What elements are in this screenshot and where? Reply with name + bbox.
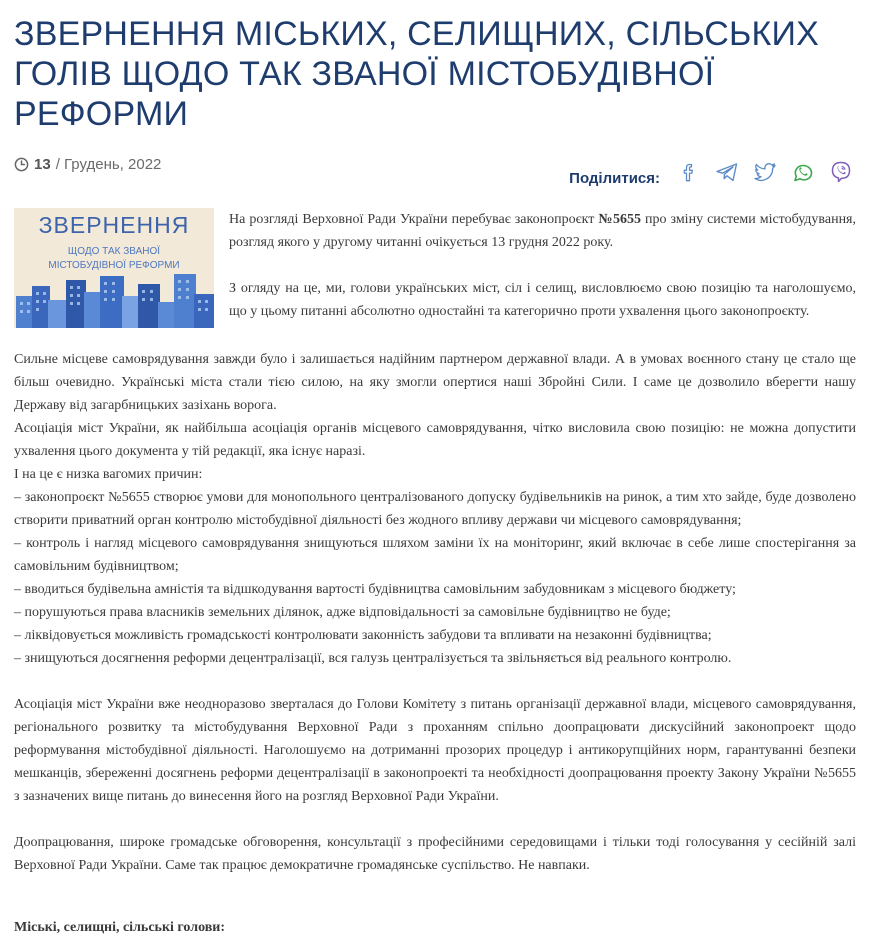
hero-subtitle-line-2: МІСТОБУДІВНОЇ РЕФОРМИ — [48, 260, 180, 271]
article-title: ЗВЕРНЕННЯ МІСЬКИХ, СЕЛИЩНИХ, СІЛЬСЬКИХ ГОЛІВ ЩОДО ТАК ЗВАНОЇ МІСТОБУДІВНОЇ РЕФОРМИ — [14, 15, 820, 133]
reason-item: – знищуються досягнення реформи децентралізації, вся галузь централізується та звільняється від реального контролю. — [14, 651, 732, 666]
paragraph-committee-appeal: Асоціація міст України вже неодноразово зверталася до Голови Комітету з питань організації державної влади, місцевого самоврядування, регіонального розвитку та містобудування Верховної Ради з проханням спільно доопрацювати дискусійний законопроект щодо реформування містобудівної діяльності. Наголошуємо на дотриманні прозорих процедур і антикорупційних норм, гарантуванні безпеки мешканців, збереженні досягнень реформи децентралізації в законопроекті та необхідності доопрацювання проекту Закону України №5655 з зазначених вище питань до винесення його на розгляд Верховної Ради України. — [14, 697, 856, 804]
telegram-icon[interactable] — [714, 159, 740, 185]
hero-image — [14, 208, 214, 328]
share-label: Поділитися: — [569, 170, 660, 187]
whatsapp-icon[interactable] — [790, 159, 816, 185]
signature-line: Міські, селищні, сільські голови: — [14, 920, 226, 935]
city-skyline-illustration — [14, 266, 214, 328]
reason-item: – вводиться будівельна амністія та відшкодування вартості будівництва самовільним забудовникам з місцевого бюджету; — [14, 582, 736, 597]
meta-row — [14, 156, 856, 200]
viber-icon[interactable] — [828, 159, 854, 185]
reason-item: – ліквідовується можливість громадськості контролювати законність забудови та впливати на незаконні будівництва; — [14, 628, 712, 643]
twitter-icon[interactable] — [752, 159, 778, 185]
intro-text-after: про зміну системи містобудування, розгляд якого у другому читанні очікується 13 грудня 2022 року. — [229, 212, 856, 250]
paragraph-conclusion: Доопрацювання, широке громадське обговорення, консультації з професійними середовищами і тільки тоді голосування у сесійній залі Верховної Ради України. Саме так працює демократичне громадянське суспільство. Не навпаки. — [14, 835, 856, 873]
intro-text-before: На розгляді Верховної Ради України перебуває законопроєкт — [229, 212, 599, 227]
intro-section — [14, 200, 856, 348]
intro-paragraph-1 — [229, 208, 856, 254]
hero-subtitle-line-1: ЩОДО ТАК ЗВАНОЇ — [67, 246, 161, 257]
paragraph-reasons-intro: І на це є низка вагомих причин: — [14, 467, 203, 482]
publish-date — [14, 156, 161, 173]
intro-paragraph-2: З огляду на це, ми, голови українських міст, сіл і селищ, висловлюємо свою позицію та наголошуємо, що у цьому питанні абсолютно одностайні та категорично проти ухвалення цього законопроєкту. — [229, 281, 856, 319]
bill-number: №5655 — [598, 212, 641, 227]
paragraph-local-government: Сильне місцеве самоврядування завжди було і залишається надійним партнером державної влади. А в умовах воєнного стану це стало ще більш очевидно. Українські міста стали тією силою, на яку змогли опертися наші Збройні Сили. І саме це дозволило вберегти нашу Державу від загарбницьких зазіхань ворога. — [14, 352, 856, 413]
reason-item: – законопроєкт №5655 створює умови для монопольного централізованого допуску будівельників на ринок, а тим хто зайде, буде дозволено створити приватний орган контролю містобудівної діяльності без жодного впливу держави чи місцевого самоврядування; — [14, 490, 856, 528]
intro-text — [229, 208, 856, 346]
date-day: 13 — [34, 156, 51, 173]
hero-title: ЗВЕРНЕННЯ — [38, 212, 190, 238]
paragraph-association-position: Асоціація міст України, як найбільша асоціація органів місцевого самоврядування, чітко висловила свою позицію: не можна допустити ухвалення цього документа у тій редакції, яка існує наразі. — [14, 421, 856, 459]
spacer — [14, 670, 856, 693]
spacer — [14, 808, 856, 831]
reason-item: – порушуються права власників земельних ділянок, адже відповідальності за самовільне будівництво не буде; — [14, 605, 671, 620]
clock-icon — [14, 157, 29, 172]
article-body — [14, 348, 856, 939]
share-bar — [569, 156, 854, 187]
spacer — [14, 877, 856, 916]
facebook-icon[interactable] — [676, 159, 702, 185]
date-month-year: / Грудень, 2022 — [55, 156, 162, 173]
reason-item: – контроль і нагляд місцевого самоврядування знищуються шляхом заміни їх на моніторинг, який включає в себе лише спостерігання за самовільним будівництвом; — [14, 536, 856, 574]
